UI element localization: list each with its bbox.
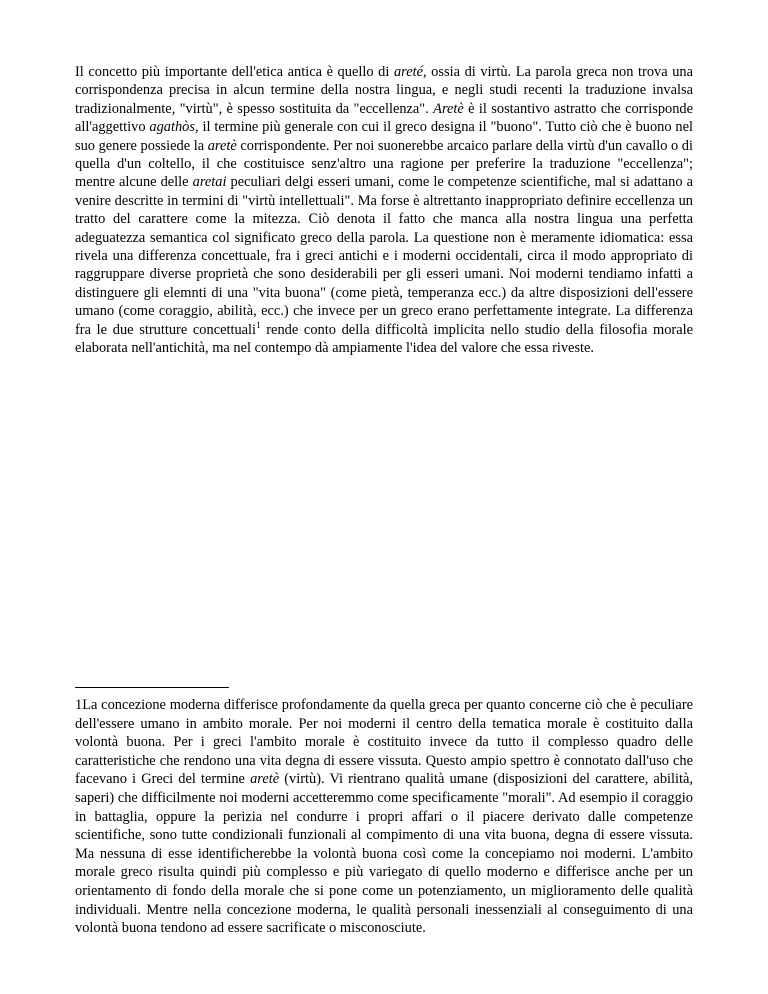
greek-term-agathos: agathòs, — [149, 119, 199, 136]
greek-term-arete: aretè — [207, 137, 237, 154]
body-text-segment: è il sostantivo astratto che corrisponde all'aggettivo — [75, 100, 693, 136]
footnote — [75, 696, 693, 938]
footnote-text-segment: (virtù). Vi rientrano qualità umane (disposizioni del carattere, abilità, saperi) che difficilmente noi moderni accetteremmo come specificamente "morali". Ad esempio il coraggio in battaglia, oppure la perizia nel condurre i propri affari o il piacere derivato dalle competenze scientifiche, sono tutte condizionali funzionali al compimento di una vita buona, degna di essere vissuta. Ma nessuna di esse identificherebbe la volontà buona così come la concepiamo noi moderni. L'ambito morale greco risulta quindi più complesso e più variegato di quello moderno e differisce anche per un orientamento di fondo della morale che si pone come un potenziamento, un miglioramento delle qualità individuali. Mentre nella concezione moderna, le qualità personali inessenziali al conseguimento di una volontà buona tendono ad essere sacrificate o misconosciute. — [75, 771, 693, 937]
body-text-segment: il termine più generale con cui il greco designa il "buono". Tutto ciò che è buono nel suo genere possiede la — [75, 119, 693, 154]
greek-term-arete: areté, — [393, 64, 427, 80]
body-text-segment: peculiari delgi esseri umani, come le competenze scientifiche, mal si adattano a venire descritte in termini di "virtù intellettuali". Ma forse è altrettanto inappropriato definire eccellenza un tratto del carattere come la mitezza. Ciò denota il fatto che manca alla nostra lingua una perfetta adeguatezza semantica col significato greco della parola. La questione non è meramente idiomatica: essa rivela una differenza concettuale, fra i greci antichi e i moderni occidentali, circa il modo appropriato di raggruppare diverse proprietà che sono desiderabili per gli esseri umani. Noi moderni tendiamo infatti a distinguere gli elemnti di una "vita buona" (come pietà, temperanza ecc.) da altre disposizioni dell'essere umano (come coraggio, abilità, ecc.) che invece per un greco erano perfettamente integrate. La differenza fra le due strutture concettuali — [75, 174, 693, 338]
footnote-divider — [75, 687, 229, 688]
body-text-segment: rende conto della difficoltà implicita nello studio della filosofia morale elaborata nell'antichità, ma nel contempo dà ampiamente l'idea del valore che essa riveste. — [75, 321, 693, 357]
footnote-reference[interactable]: 1 — [256, 319, 261, 330]
body-text-segment: Il concetto più importante dell'etica antica è quello di — [75, 64, 394, 80]
body-text-segment: corrispondente. Per noi suonerebbe arcaico parlare della virtù d'un cavallo o di quella d'un coltello, il che costituisce senz'altro una ragione per preferire la traduzione "eccellenza"; mentre alcune delle — [75, 137, 694, 191]
body-paragraph — [75, 63, 693, 358]
greek-term-arete: Aretè — [433, 100, 464, 117]
greek-term-arete: aretè — [250, 771, 280, 788]
footnote-text-segment: 1La concezione moderna differisce profondamente da quella greca per quanto concerne ciò che è peculiare dell'essere umano in ambito morale. Per noi moderni il centro della tematica morale è costituito dalla volontà buona. Per i greci l'ambito morale è costituito invece da tutto il complesso quadro delle caratteristiche che rendono una vita degna di essere vissuta. Questo ampio spettro è connotato dall'uso che facevano i Greci del termine — [75, 697, 693, 788]
body-text-segment: ossia di virtù. La parola greca non trova una corrispondenza precisa in alcun termine della nostra lingua, e negli studi recenti la traduzione invalsa tradizionalmente, "virtù", è spesso sostituita da "eccellenza". — [75, 64, 693, 117]
greek-term-aretai: aretai — [192, 174, 227, 191]
